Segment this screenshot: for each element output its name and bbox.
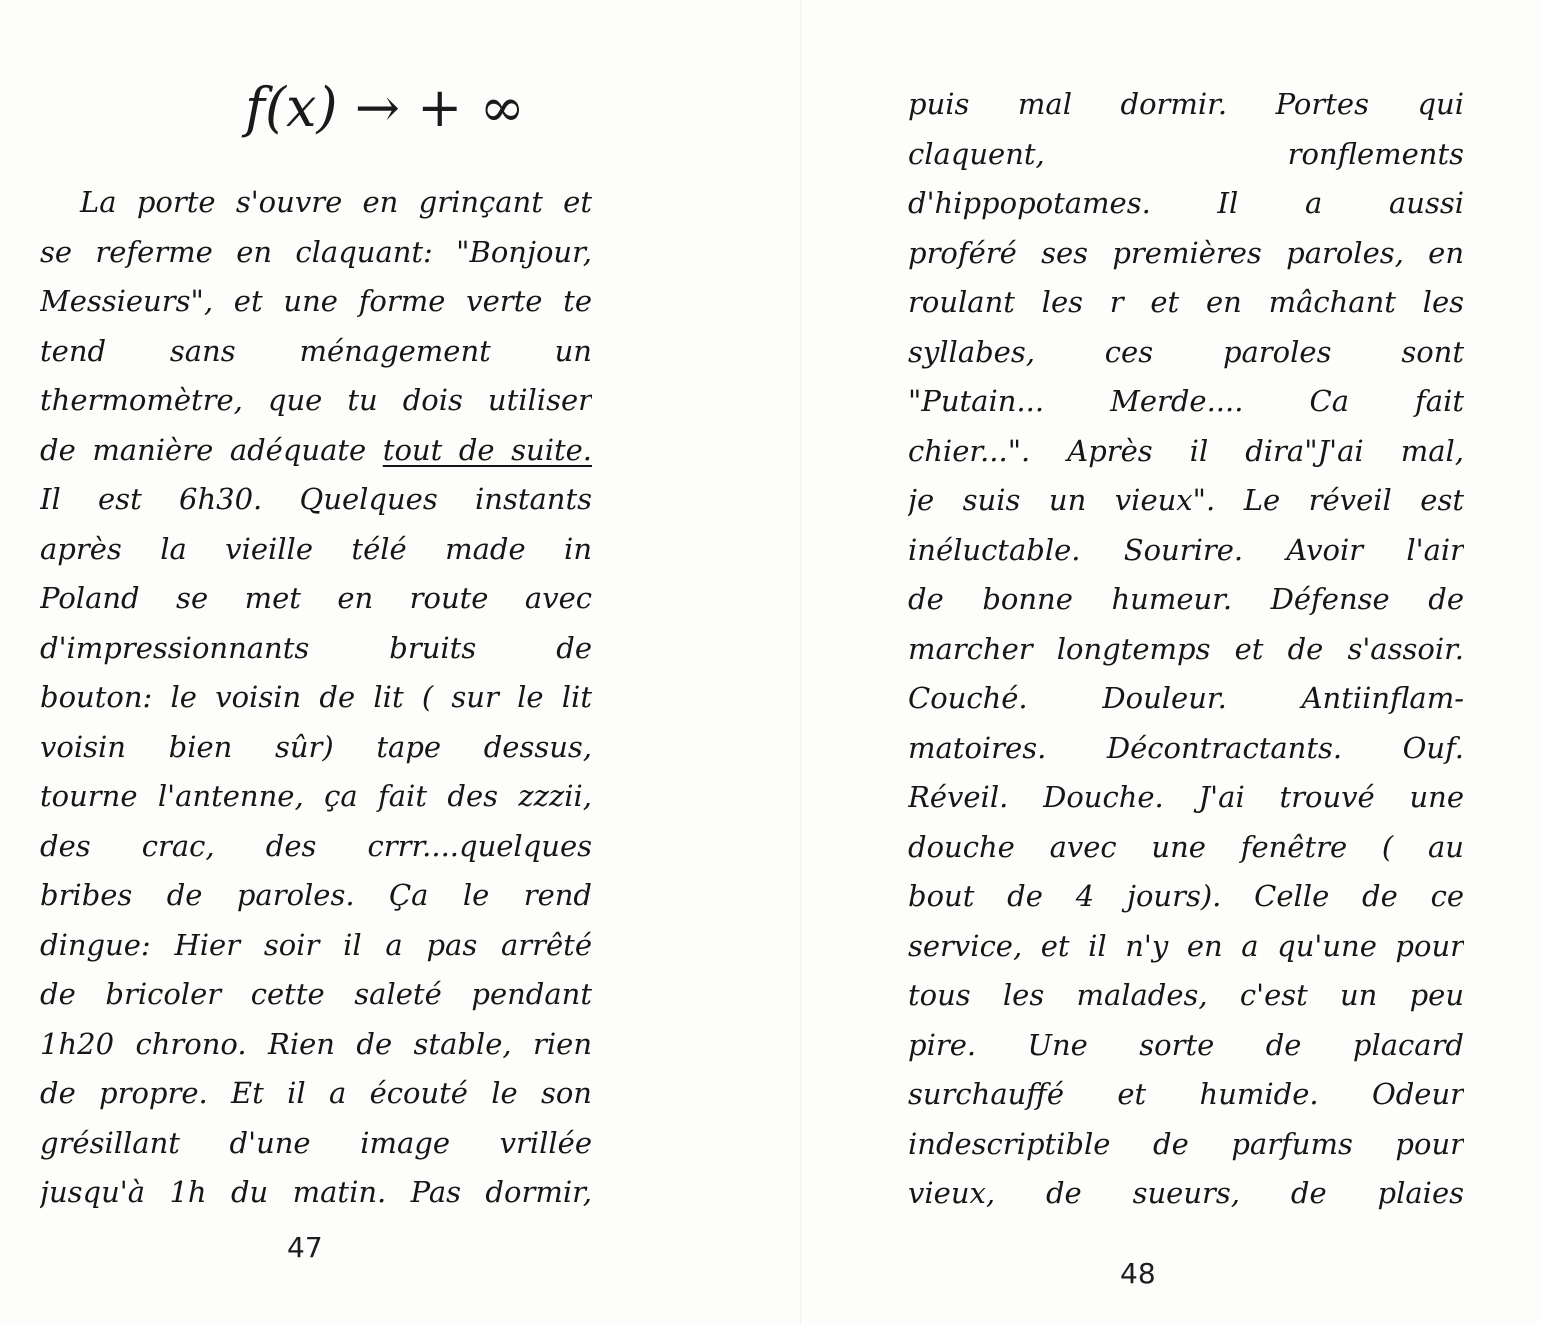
text-line: Messieurs", et une forme verte te <box>40 284 592 318</box>
page-number: 47 <box>287 1231 323 1264</box>
text-line: bribes de paroles. Ça le rend <box>40 878 592 912</box>
text-line: Couché. Douleur. Antiinflam- <box>908 681 1464 715</box>
text-line: tous les malades, c'est un peu <box>908 978 1464 1012</box>
text-line: de propre. Et il a écouté le son <box>40 1076 592 1110</box>
text-line: de bricoler cette saleté pendant <box>40 977 592 1011</box>
text-line: surchauffé et humide. Odeur <box>908 1077 1464 1111</box>
text-line: "Putain... Merde.... Ca fait <box>908 384 1464 418</box>
text-line: douche avec une fenêtre ( au <box>908 829 1464 864</box>
text-line: indescriptible de parfums pour <box>908 1126 1464 1161</box>
text-line: La porte s'ouvre en grinçant et <box>80 185 592 219</box>
text-line: bouton: le voisin de lit ( sur le lit <box>40 680 592 714</box>
text-line: chier...". Après il dira"J'ai mal, <box>908 433 1464 468</box>
text-line: se referme en claquant: "Bonjour, <box>40 234 592 269</box>
text-line: d'impressionnants bruits de <box>40 630 592 665</box>
page-number: 48 <box>1120 1257 1156 1290</box>
text-line: Réveil. Douche. J'ai trouvé une <box>908 780 1464 814</box>
right-page-text <box>908 80 1464 1219</box>
text-line: roulant les r et en mâchant les <box>908 285 1464 319</box>
text-line: dingue: Hier soir il a pas arrêté <box>40 927 592 962</box>
chapter-heading: f(x) → + ∞ <box>245 76 525 139</box>
underlined-phrase: tout de suite. <box>382 432 592 467</box>
text-fragment: de manière adéquate <box>40 432 367 467</box>
text-line-with-emphasis <box>40 426 592 476</box>
text-line: je suis un vieux". Le réveil est <box>908 483 1464 517</box>
text-line: pire. Une sorte de placard <box>908 1027 1464 1062</box>
text-line: grésillant d'une image vrillée <box>40 1125 592 1160</box>
text-line: des crac, des crrr....quelques <box>40 828 592 863</box>
text-line: Il est 6h30. Quelques instants <box>40 482 592 516</box>
text-line: matoires. Décontractants. Ouf. <box>908 730 1464 765</box>
text-line: inéluctable. Sourire. Avoir l'air <box>908 532 1464 567</box>
text-line: tourne l'antenne, ça fait des zzzii, <box>40 779 592 813</box>
text-line: après la vieille télé made in <box>40 531 592 566</box>
text-line: bout de 4 jours). Celle de ce <box>908 879 1464 913</box>
text-line: vieux, de sueurs, de plaies <box>908 1176 1464 1210</box>
text-line: de bonne humeur. Défense de <box>908 582 1464 616</box>
text-line: Poland se met en route avec <box>40 581 592 615</box>
text-line: voisin bien sûr) tape dessus, <box>40 729 592 764</box>
text-line: puis mal dormir. Portes qui <box>908 87 1464 121</box>
text-line: syllabes, ces paroles sont <box>908 334 1464 369</box>
text-line: service, et il n'y en a qu'une pour <box>908 928 1464 963</box>
text-line: proféré ses premières paroles, en <box>908 235 1464 270</box>
right-page <box>802 0 1541 1325</box>
text-line: tend sans ménagement un <box>40 333 592 368</box>
text-line: jusqu'à 1h du matin. Pas dormir, <box>40 1175 592 1209</box>
text-line: 1h20 chrono. Rien de stable, rien <box>40 1026 592 1061</box>
text-line: claquent, ronflements <box>908 136 1464 171</box>
text-line: marcher longtemps et de s'assoir. <box>908 631 1464 666</box>
text-line: thermomètre, que tu dois utiliser <box>40 383 592 417</box>
left-page-text <box>40 178 592 1218</box>
text-line: d'hippopotames. Il a aussi <box>908 186 1464 220</box>
